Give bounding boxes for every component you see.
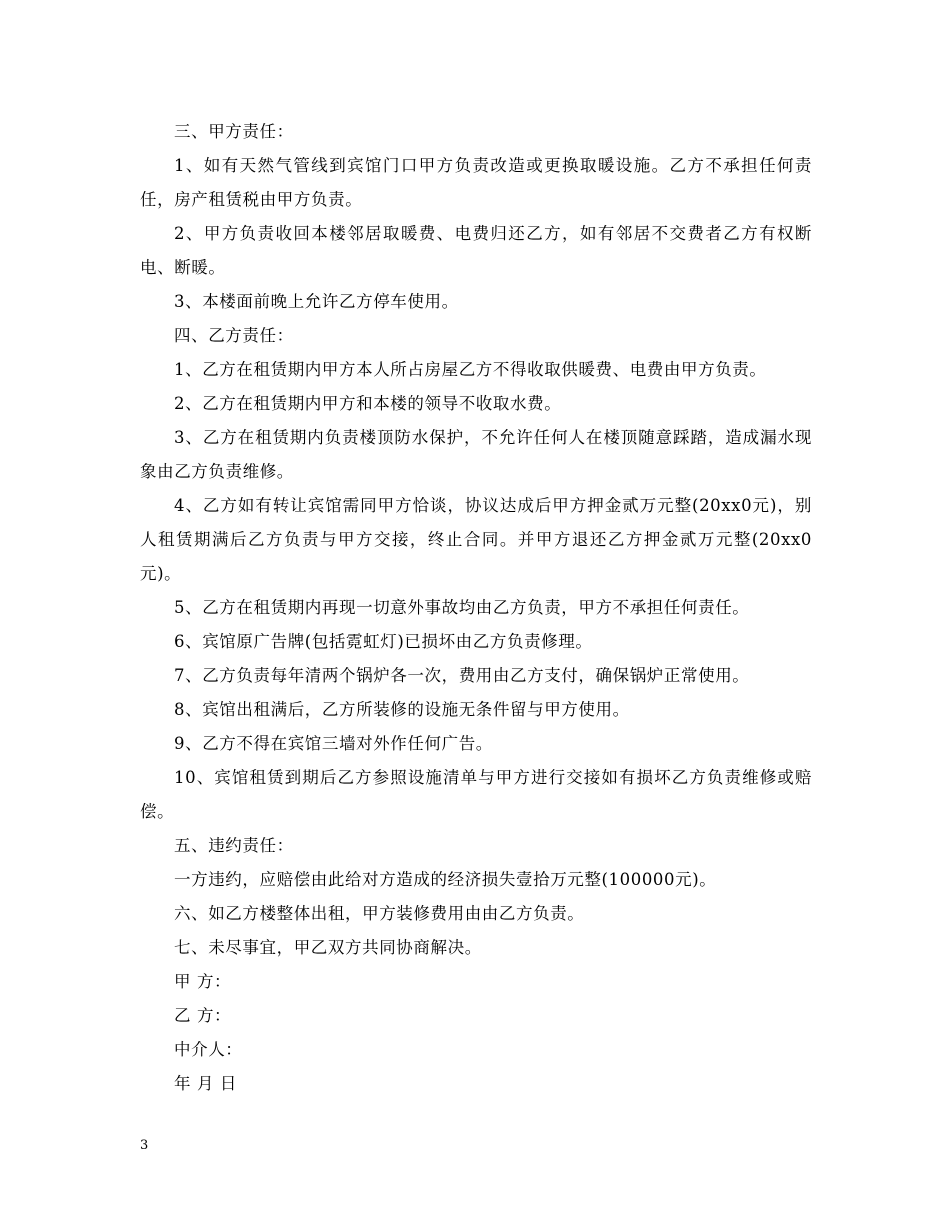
clause-b2: 2、乙方在租赁期内甲方和本楼的领导不收取水费。 xyxy=(174,394,562,413)
signature-date: 年 月 日 xyxy=(174,1074,237,1093)
signature-party-b: 乙 方： xyxy=(174,1006,232,1025)
document-body xyxy=(140,115,812,1101)
clause-b9: 9、乙方不得在宾馆三墙对外作任何广告。 xyxy=(174,734,493,753)
clause-a3: 3、本楼面前晚上允许乙方停车使用。 xyxy=(174,292,459,311)
clause-b3: 3、乙方在租赁期内负责楼顶防水保护，不允许任何人在楼顶随意踩踏，造成漏水现象由乙方负责维修。 xyxy=(140,428,812,481)
page-number: 3 xyxy=(140,1138,149,1153)
section-seven: 七、未尽事宜，甲乙双方共同协商解决。 xyxy=(174,938,482,957)
clause-b4: 4、乙方如有转让宾馆需同甲方恰谈，协议达成后甲方押金贰万元整(20xx0元)，别人租赁期满后乙方负责与甲方交接，终止合同。并甲方退还乙方押金贰万元整(20xx0元)。 xyxy=(140,496,812,583)
section-heading-party-b: 四、乙方责任： xyxy=(174,326,294,345)
clause-b1: 1、乙方在租赁期内甲方本人所占房屋乙方不得收取供暖费、电费由甲方负责。 xyxy=(174,360,767,379)
section-heading-party-a: 三、甲方责任： xyxy=(174,122,294,141)
clause-b5: 5、乙方在租赁期内再现一切意外事故均由乙方负责，甲方不承担任何责任。 xyxy=(174,598,750,617)
signature-party-a: 甲 方： xyxy=(174,972,232,991)
signature-intermediary: 中介人： xyxy=(174,1040,243,1059)
clause-b8: 8、宾馆出租满后，乙方所装修的设施无条件留与甲方使用。 xyxy=(174,700,630,719)
section-six: 六、如乙方楼整体出租，甲方装修费用由由乙方负责。 xyxy=(174,904,585,923)
clause-a1: 1、如有天然气管线到宾馆门口甲方负责改造或更换取暖设施。乙方不承担任何责任，房产租赁税由甲方负责。 xyxy=(140,156,812,209)
section-heading-breach: 五、违约责任： xyxy=(174,836,294,855)
clause-b7: 7、乙方负责每年清两个锅炉各一次，费用由乙方支付，确保锅炉正常使用。 xyxy=(174,666,750,685)
clause-breach: 一方违约，应赔偿由此给对方造成的经济损失壹拾万元整(100000元)。 xyxy=(174,870,717,889)
clause-b10: 10、宾馆租赁到期后乙方参照设施清单与甲方进行交接如有损坏乙方负责维修或赔偿。 xyxy=(140,768,812,821)
clause-a2: 2、甲方负责收回本楼邻居取暖费、电费归还乙方，如有邻居不交费者乙方有权断电、断暖。 xyxy=(140,224,812,277)
clause-b6: 6、宾馆原广告牌(包括霓虹灯)已损坏由乙方负责修理。 xyxy=(174,632,593,651)
